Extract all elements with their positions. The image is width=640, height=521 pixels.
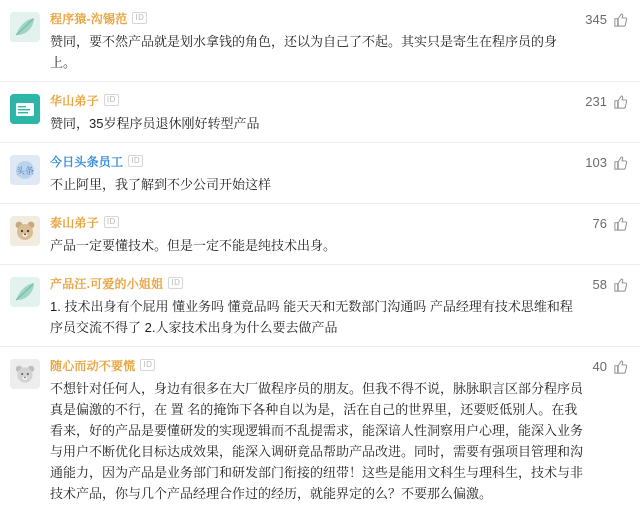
- like-group[interactable]: [593, 214, 628, 256]
- thumbs-up-icon[interactable]: [613, 277, 628, 293]
- like-group[interactable]: [593, 357, 628, 504]
- like-count: 76: [592, 216, 607, 231]
- comment-item[interactable]: [0, 0, 640, 82]
- comment-text: 赞同，要不然产品就是划水拿钱的角色，还以为自己了不起。其实只是寄生在程序员的身上。: [50, 34, 558, 70]
- comment-body: [40, 275, 593, 338]
- comment-text: 产品一定要懂技术。但是一定不能是纯技术出身。: [50, 238, 337, 253]
- comment-body: [40, 153, 585, 195]
- comment-body: [40, 357, 593, 504]
- comment-item[interactable]: [0, 265, 640, 347]
- avatar[interactable]: [10, 277, 40, 307]
- comment-item[interactable]: [0, 143, 640, 204]
- comment-username[interactable]: 泰山弟子: [50, 215, 99, 230]
- id-badge: ID: [140, 359, 155, 371]
- comment-body: [40, 10, 585, 73]
- comment-body: [40, 214, 593, 256]
- comment-item[interactable]: [0, 204, 640, 265]
- like-group[interactable]: [585, 10, 628, 73]
- comment-username[interactable]: 今日头条员工: [50, 154, 124, 169]
- thumbs-up-icon[interactable]: [613, 359, 628, 375]
- avatar[interactable]: [10, 216, 40, 246]
- avatar[interactable]: [10, 12, 40, 42]
- id-badge: ID: [168, 277, 183, 289]
- comment-username[interactable]: 产品汪.可爱的小姐姐: [50, 276, 164, 291]
- comment-header: [50, 92, 577, 108]
- thumbs-up-icon[interactable]: [613, 216, 628, 232]
- like-count: 231: [585, 94, 607, 109]
- comment-username[interactable]: 程序猿-沟锡范: [50, 11, 128, 26]
- like-count: 40: [592, 359, 607, 374]
- comment-text: 赞同，35岁程序员退休刚好转型产品: [50, 116, 260, 131]
- comment-item[interactable]: [0, 82, 640, 143]
- id-badge: ID: [128, 155, 143, 167]
- comment-text: 不止阿里，我了解到不少公司开始这样: [50, 177, 272, 192]
- comment-text: 不想针对任何人，身边有很多在大厂做程序员的朋友。但我不得不说，脉脉职言区部分程序员真是偏激的不行，在 置 名的掩饰下各种自以为是，活在自己的世界里，还要贬低别人。在我看来，好的产品是要懂研发的实现逻辑而不乱提需求，能深谙人性洞察用户心理，能深入业务与用户不断优化目标达成效果，能深入调研竟品帮助产品改进。同时，需要有强项目管理和沟通能力，因为产品是业务部门和研发部门衔接的纽带！这些是能用文科生与理科生，技术与非技术产品，你与几个产品经理合作过的经历，就能界定的么？不要那么偏激。: [50, 381, 584, 501]
- id-badge: ID: [104, 216, 119, 228]
- like-count: 103: [585, 155, 607, 170]
- comment-header: [50, 275, 585, 291]
- thumbs-up-icon[interactable]: [613, 155, 628, 171]
- avatar[interactable]: [10, 155, 40, 185]
- comment-username[interactable]: 华山弟子: [50, 93, 99, 108]
- like-group[interactable]: [593, 275, 628, 338]
- comment-header: [50, 357, 585, 373]
- like-group[interactable]: [585, 153, 628, 195]
- svg-text:头条: 头条: [15, 166, 35, 176]
- comment-header: [50, 153, 577, 169]
- thumbs-up-icon[interactable]: [613, 94, 628, 110]
- comment-username[interactable]: 随心而动不要慌: [50, 358, 136, 373]
- avatar[interactable]: [10, 94, 40, 124]
- like-count: 58: [592, 277, 607, 292]
- comment-header: [50, 214, 585, 230]
- thumbs-up-icon[interactable]: [613, 12, 628, 28]
- comment-item[interactable]: [0, 347, 640, 512]
- comment-text: 1. 技术出身有个屁用 懂业务吗 懂竟品吗 能天天和无数部门沟通吗 产品经理有技术思维和程序员交流不得了 2.人家技术出身为什么要去做产品: [50, 299, 573, 335]
- like-group[interactable]: [585, 92, 628, 134]
- id-badge: ID: [132, 12, 147, 24]
- comment-body: [40, 92, 585, 134]
- comment-header: [50, 10, 577, 26]
- like-count: 345: [585, 12, 607, 27]
- avatar[interactable]: [10, 359, 40, 389]
- id-badge: ID: [104, 94, 119, 106]
